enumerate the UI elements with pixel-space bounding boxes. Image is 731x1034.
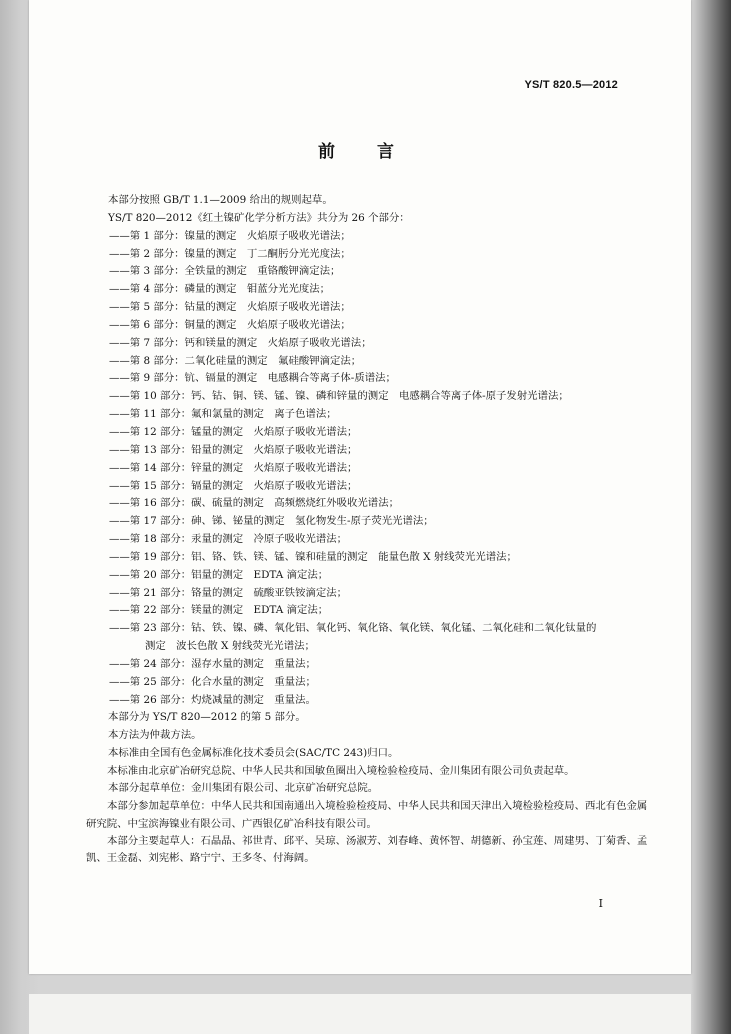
part-item: ——第 3 部分：全铁量的测定 重铬酸钾滴定法； xyxy=(109,265,341,278)
intro-line: YS/T 820—2012《红土镍矿化学分析方法》共分为 26 个部分： xyxy=(108,211,410,224)
part-item: ——第 22 部分：镁量的测定 EDTA 滴定法； xyxy=(109,604,329,617)
paragraph: 本部分起草单位：金川集团有限公司、北京矿冶研究总院。 xyxy=(108,782,379,795)
part-item: ——第 8 部分：二氧化硅量的测定 氟硅酸钾滴定法； xyxy=(109,354,362,367)
document-page xyxy=(29,0,691,974)
page-title: 前 言 xyxy=(318,142,412,162)
paragraph: 本标准由全国有色金属标准化技术委员会(SAC/TC 243)归口。 xyxy=(108,747,399,760)
paragraph: 本部分为 YS/T 820—2012 的第 5 部分。 xyxy=(108,711,306,724)
foreword-body xyxy=(86,192,651,868)
part-item: ——第 16 部分：碳、硫量的测定 高频燃烧红外吸收光谱法； xyxy=(109,497,399,510)
part-item: ——第 20 部分：铝量的测定 EDTA 滴定法； xyxy=(109,568,329,581)
part-item: ——第 17 部分：砷、锑、铋量的测定 氢化物发生-原子荧光光谱法； xyxy=(109,515,434,528)
intro-line: 本部分按照 GB/T 1.1—2009 给出的规则起草。 xyxy=(108,194,333,206)
part-item: ——第 26 部分：灼烧减量的测定 重量法。 xyxy=(109,693,316,706)
part-item: ——第 11 部分：氟和氯量的测定 离子色谱法； xyxy=(109,408,337,421)
part-item: ——第 14 部分：锌量的测定 火焰原子吸收光谱法； xyxy=(109,461,358,474)
paragraph: 本方法为仲裁方法。 xyxy=(108,729,202,742)
part-item: ——第 23 部分：钴、铁、镍、磷、氧化铝、氧化钙、氧化铬、氧化镁、氧化锰、二氧化硅和二氧化钛量的 xyxy=(109,622,597,635)
part-item: ——第 21 部分：铬量的测定 硫酸亚铁铵滴定法； xyxy=(109,586,348,599)
paragraph: 本部分主要起草人：石晶晶、祁世青、邱平、吴琼、汤淑芳、刘春峰、黄怀智、胡德新、孙宝莲、周建男、丁菊香、孟凯、王金磊、刘宪彬、路宁宁、王多冬、付海阔。 xyxy=(86,835,648,865)
part-item: ——第 18 部分：汞量的测定 冷原子吸收光谱法； xyxy=(109,533,348,546)
next-page-edge xyxy=(29,994,691,1034)
part-item: ——第 10 部分：钙、钴、铜、镁、锰、镍、磷和锌量的测定 电感耦合等离子体-原子发射光谱法； xyxy=(109,390,569,403)
part-item: ——第 2 部分：镍量的测定 丁二酮肟分光光度法； xyxy=(109,247,351,260)
part-item: ——第 5 部分：钴量的测定 火焰原子吸收光谱法； xyxy=(109,301,351,314)
part-item: ——第 12 部分：锰量的测定 火焰原子吸收光谱法； xyxy=(109,425,358,438)
page-number: I xyxy=(598,897,603,910)
part-item-continuation: 测定 波长色散 X 射线荧光光谱法； xyxy=(145,640,315,653)
part-item: ——第 4 部分：磷量的测定 钼蓝分光光度法； xyxy=(109,283,331,296)
part-item: ——第 25 部分：化合水量的测定 重量法； xyxy=(109,675,316,688)
part-item: ——第 9 部分：钪、镉量的测定 电感耦合等离子体-质谱法； xyxy=(109,372,396,385)
part-item: ——第 7 部分：钙和镁量的测定 火焰原子吸收光谱法； xyxy=(109,336,372,349)
standard-number: YS/T 820.5—2012 xyxy=(524,79,618,91)
part-item: ——第 1 部分：镍量的测定 火焰原子吸收光谱法； xyxy=(109,229,351,242)
part-item: ——第 6 部分：铜量的测定 火焰原子吸收光谱法； xyxy=(109,318,351,331)
part-item: ——第 24 部分：湿存水量的测定 重量法； xyxy=(109,657,316,670)
part-item: ——第 19 部分：铝、铬、铁、镁、锰、镍和硅量的测定 能量色散 X 射线荧光光谱法； xyxy=(109,550,517,563)
paragraph: 本标准由北京矿冶研究总院、中华人民共和国敏鱼圈出入境检验检疫局、金川集团有限公司负责起草。 xyxy=(107,765,575,777)
part-item: ——第 13 部分：铅量的测定 火焰原子吸收光谱法； xyxy=(109,443,358,456)
part-item: ——第 15 部分：镉量的测定 火焰原子吸收光谱法； xyxy=(109,479,358,492)
paragraph: 本部分参加起草单位：中华人民共和国南通出入境检验检疫局、中华人民共和国天津出入境检验检疫局、西北有色金属研究院、中宝滨海镍业有限公司、广西银亿矿冶科技有限公司。 xyxy=(86,800,648,830)
